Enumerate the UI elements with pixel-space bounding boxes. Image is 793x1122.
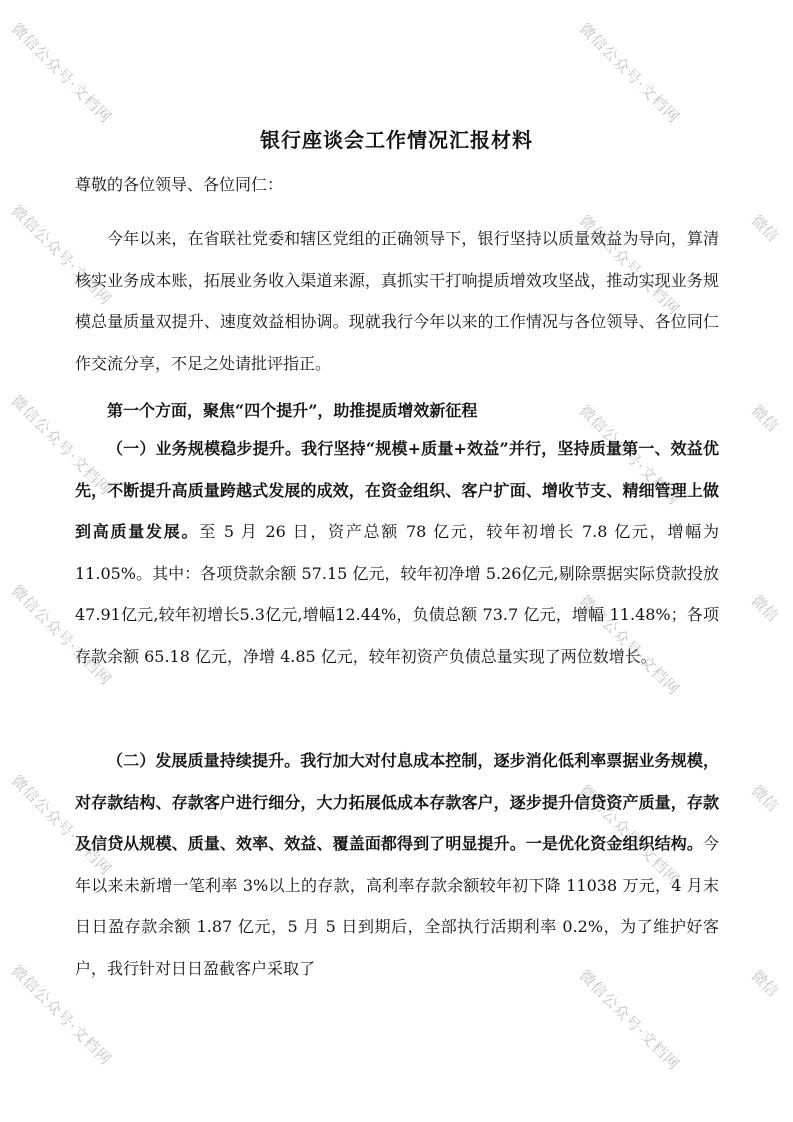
watermark: 微信公众号·文档网	[7, 581, 116, 689]
watermark: 微信公众号·文档网	[575, 211, 684, 319]
paragraph-lead-bold: （一）业务规模稳步提升。我行坚持“规模+质量+效益”并行，坚持质量第一、效益优先，不断提升高质量跨越式发展的成效，在资金组织、客户扩面、增收节支、精细管理上做到高质量发展。	[75, 439, 719, 541]
watermark-fragment: 微信	[747, 591, 782, 626]
document-title: 银行座谈会工作情况汇报材料	[260, 128, 533, 152]
watermark-fragment: 微信	[747, 211, 782, 246]
salutation: 尊敬的各位领导、各位同仁：	[75, 175, 284, 194]
watermark: 微信公众号·文档网	[7, 391, 116, 499]
watermark: 微信公众号·文档网	[575, 781, 684, 889]
watermark: 微信公众号·文档网	[7, 771, 116, 879]
paragraph-business-scale	[75, 428, 719, 677]
watermark: 微信公众号·文档网	[7, 961, 116, 1069]
paragraph-lead-bold: （二）发展质量持续提升。我行加大对付息成本控制，逐步消化低利率票据业务规模，对存款结构、存款客户进行细分，大力拓展低成本存款客户，逐步提升信贷资产质量，存款及信贷从规模、质量、效率、效益、覆盖面都得到了明显提升。一是优化资金组织结构。	[75, 751, 719, 853]
watermark: 微信公众号·文档网	[575, 966, 684, 1074]
watermark: 微信公众号·文档网	[7, 19, 116, 127]
section-heading: 第一个方面，聚焦“四个提升”，助推提质增效新征程	[107, 401, 478, 420]
watermark: 微信公众号·文档网	[575, 401, 684, 509]
paragraph-development-quality	[75, 740, 719, 989]
watermark: 微信公众号·文档网	[7, 201, 116, 309]
paragraph-body: 至 5 月 26 日，资产总额 78 亿元，较年初增长 7.8 亿元，增幅为 11.05%。其中：各项贷款余额 57.15 亿元，较年初净增 5.26亿元,剔除票据实际贷款投放47.91亿元,较年初增长5.3亿元,增幅12.44%，负债总额 73.7 亿元，增幅 11.48%；各项存款余额 65.18 亿元，净增 4.85 亿元，较年初资产负债总量实现了两位数增长。	[75, 522, 719, 666]
paragraph-body: 今年以来未新增一笔利率 3%以上的存款，高利率存款余额较年初下降 11038 万元，4 月末日日盈存款余额 1.87 亿元，5 月 5 日到期后，全部执行活期利率 0.2%，为了维护好客户，我行针对日日盈截客户采取了	[75, 834, 719, 978]
watermark-fragment: 微信	[747, 781, 782, 816]
watermark-fragment: 微信	[747, 966, 782, 1001]
watermark: 微信公众号·文档网	[575, 591, 684, 699]
watermark-fragment: 微信	[747, 401, 782, 436]
watermark: 微信公众号·文档网	[575, 19, 684, 127]
intro-paragraph: 今年以来，在省联社党委和辖区党组的正确领导下，银行坚持以质量效益为导向，算清核实业务成本账，拓展业务收入渠道来源，真抓实干打响提质增效攻坚战，推动实现业务规模总量质量双提升、速度效益相协调。现就我行今年以来的工作情况与各位领导、各位同仁作交流分享，不足之处请批评指正。	[75, 229, 719, 373]
